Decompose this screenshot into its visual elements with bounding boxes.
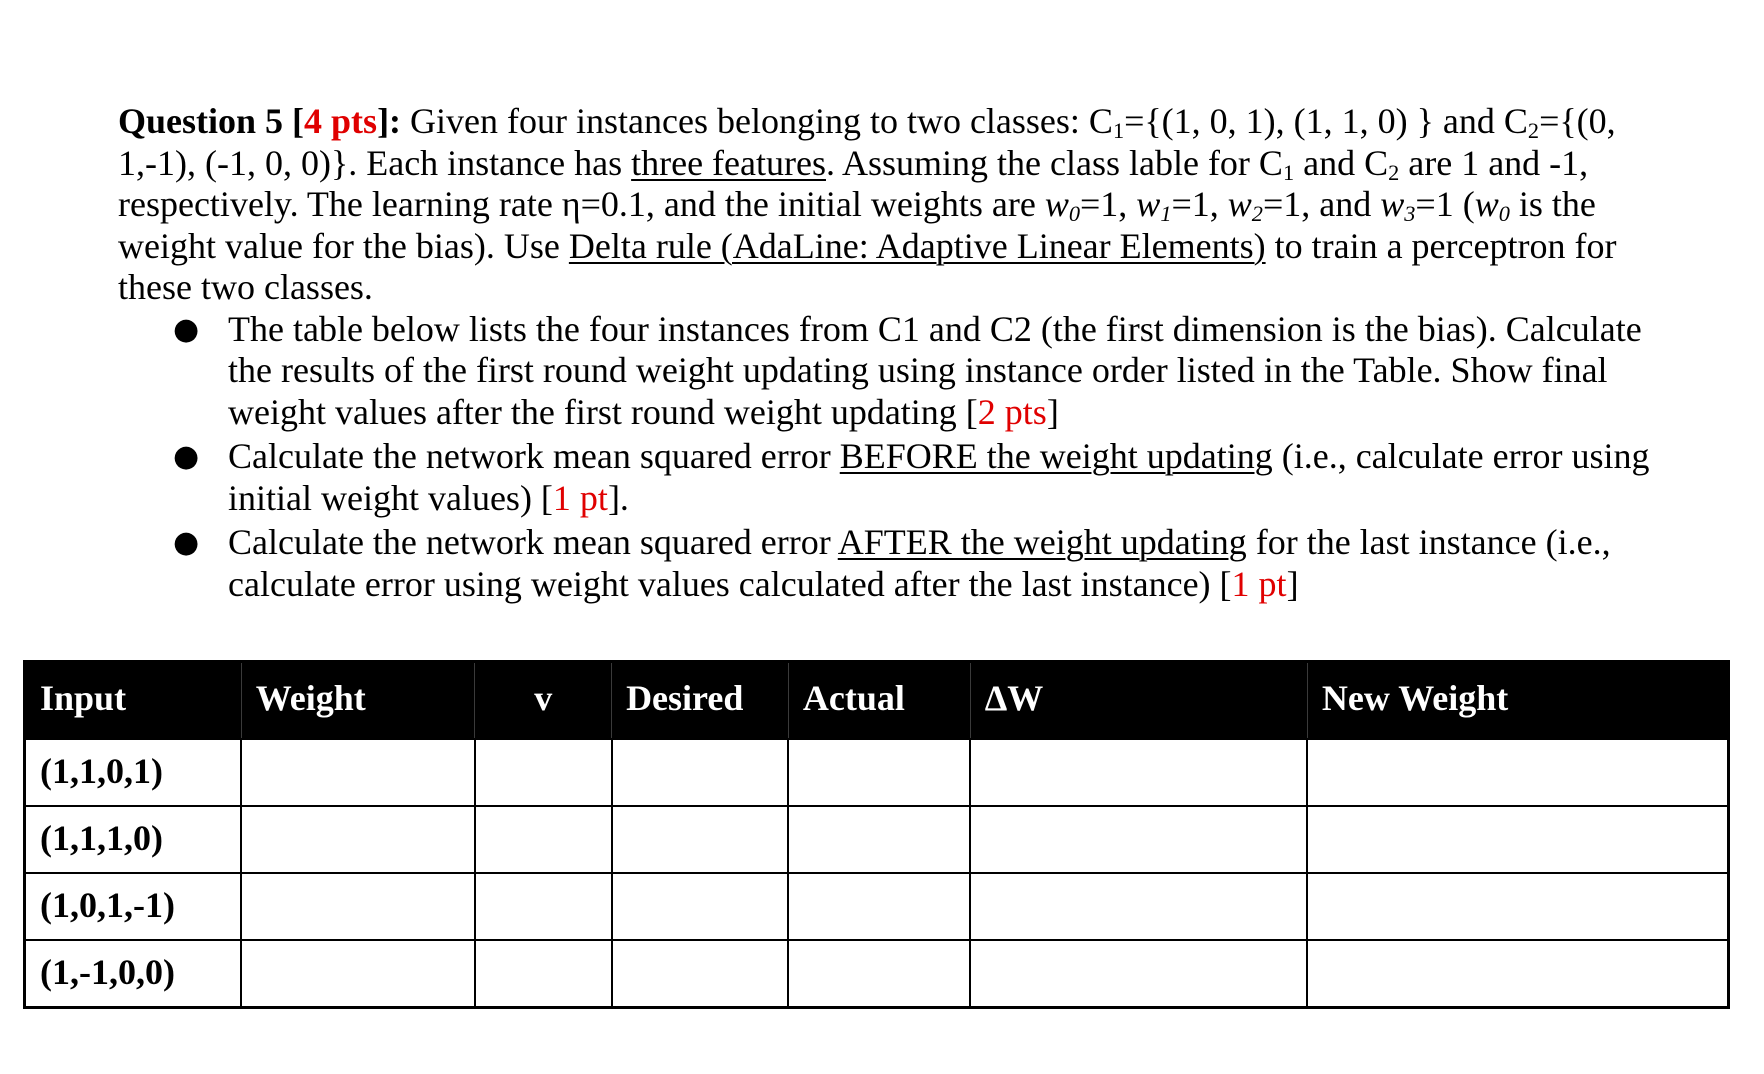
question-block	[118, 101, 1658, 608]
weight-cell[interactable]	[241, 940, 475, 1008]
new-weight-cell[interactable]	[1307, 806, 1728, 873]
task-text: Calculate the network mean squared error	[228, 522, 838, 562]
weight-cell[interactable]	[241, 739, 475, 806]
task-points: 2 pts	[977, 391, 1047, 432]
bullet-icon: ●	[173, 525, 200, 560]
table-row	[25, 940, 1729, 1008]
task-item	[118, 522, 1658, 605]
subscript: 1	[1112, 117, 1125, 143]
text-segment: Given four instances belonging to two classes: C	[401, 101, 1113, 141]
task-item	[118, 309, 1658, 434]
table-row	[25, 739, 1729, 806]
input-cell: (1,1,0,1)	[25, 739, 242, 806]
input-cell: (1,0,1,-1)	[25, 873, 242, 940]
text-segment: =1,	[1171, 184, 1228, 224]
task-text: The table below lists the four instances from C1 and C2 (the first dimension is the bias). Calculate the results of the first round weight updating using instance order listed in the Table. Show final weight values after the first round weight updating [	[228, 308, 1642, 432]
text-segment: and C	[1294, 142, 1389, 183]
weight-symbol: w	[1380, 184, 1405, 224]
desired-cell[interactable]	[612, 806, 789, 873]
header-v: v	[475, 662, 612, 740]
text-segment: is the weight value for the bias). Use	[118, 184, 1596, 266]
table-row	[25, 806, 1729, 873]
bracket-open: [	[283, 101, 305, 141]
delta-w-cell[interactable]	[970, 739, 1307, 806]
subscript: 0	[1068, 200, 1080, 226]
subscript: 0	[1498, 200, 1510, 226]
delta-w-cell[interactable]	[970, 806, 1307, 873]
text-segment: are 1 and -1, respectively. The learning rate η=0.1, and the initial weights are	[118, 142, 1589, 224]
actual-cell[interactable]	[788, 940, 970, 1008]
task-item	[118, 436, 1658, 519]
actual-cell[interactable]	[788, 873, 970, 940]
input-cell: (1,-1,0,0)	[25, 940, 242, 1008]
weights-table	[23, 660, 1730, 1009]
subscript: 1	[1160, 200, 1172, 226]
weight-symbol: w	[1474, 184, 1499, 224]
subscript: 2	[1527, 117, 1540, 143]
v-cell[interactable]	[475, 873, 612, 940]
weight-symbol: w	[1044, 184, 1069, 224]
question-points: 4 pts	[304, 101, 378, 141]
header-delta-w: ΔW	[970, 662, 1307, 740]
after-underline: AFTER the weight updating	[837, 522, 1247, 562]
desired-cell[interactable]	[612, 873, 789, 940]
new-weight-cell[interactable]	[1307, 873, 1728, 940]
text-segment: to train a perceptron for these two classes.	[118, 225, 1617, 307]
text-segment: . Assuming the class lable for C	[825, 142, 1283, 183]
before-underline: BEFORE the weight updating	[839, 436, 1273, 476]
text-segment: ={(1, 0, 1), (1, 1, 0) } and C	[1124, 101, 1528, 141]
task-text: ]	[1046, 391, 1059, 432]
text-segment: =1,	[1079, 184, 1137, 224]
weight-symbol: w	[1227, 184, 1252, 224]
task-points: 1 pt	[1231, 563, 1287, 604]
header-weight: Weight	[241, 662, 475, 740]
v-cell[interactable]	[475, 940, 612, 1008]
bullet-icon: ●	[173, 311, 200, 347]
task-points: 1 pt	[552, 477, 608, 518]
delta-w-cell[interactable]	[970, 873, 1307, 940]
table-header-row	[25, 662, 1729, 740]
delta-w-cell[interactable]	[970, 940, 1307, 1008]
header-actual: Actual	[788, 662, 970, 740]
delta-rule-underline: Delta rule (AdaLine: Adaptive Linear Elements)	[568, 225, 1266, 266]
new-weight-cell[interactable]	[1307, 940, 1728, 1008]
task-list	[118, 309, 1658, 606]
text-segment: =1 (	[1415, 184, 1475, 224]
task-text: (i.e., calculate error using initial weight values) [	[228, 436, 1650, 518]
question-label: Question 5	[118, 101, 284, 141]
v-cell[interactable]	[475, 806, 612, 873]
header-input: Input	[25, 662, 242, 740]
task-text: ]	[1286, 563, 1299, 604]
new-weight-cell[interactable]	[1307, 739, 1728, 806]
table-row	[25, 873, 1729, 940]
weight-cell[interactable]	[241, 873, 475, 940]
task-text: for the last instance (i.e., calculate error using weight values calculated after the last instance) [	[228, 522, 1611, 604]
bracket-close: ]:	[377, 101, 402, 141]
bullet-icon: ●	[173, 439, 200, 474]
task-text: ].	[607, 477, 629, 518]
subscript: 3	[1404, 200, 1416, 226]
v-cell[interactable]	[475, 739, 612, 806]
subscript: 1	[1282, 159, 1295, 185]
input-cell: (1,1,1,0)	[25, 806, 242, 873]
actual-cell[interactable]	[788, 806, 970, 873]
header-new-weight: New Weight	[1307, 662, 1728, 740]
text-segment: =1, and	[1262, 184, 1381, 224]
question-paragraph	[118, 101, 1658, 309]
weight-cell[interactable]	[241, 806, 475, 873]
task-text: Calculate the network mean squared error	[228, 436, 840, 476]
subscript: 2	[1251, 200, 1263, 226]
subscript: 2	[1388, 159, 1400, 185]
actual-cell[interactable]	[788, 739, 970, 806]
text-segment: ={(0, 1,-1), (-1, 0, 0)}. Each instance has	[118, 101, 1616, 183]
desired-cell[interactable]	[612, 739, 789, 806]
header-desired: Desired	[612, 662, 789, 740]
three-features-underline: three features	[631, 142, 826, 183]
weight-symbol: w	[1136, 184, 1161, 224]
desired-cell[interactable]	[612, 940, 789, 1008]
